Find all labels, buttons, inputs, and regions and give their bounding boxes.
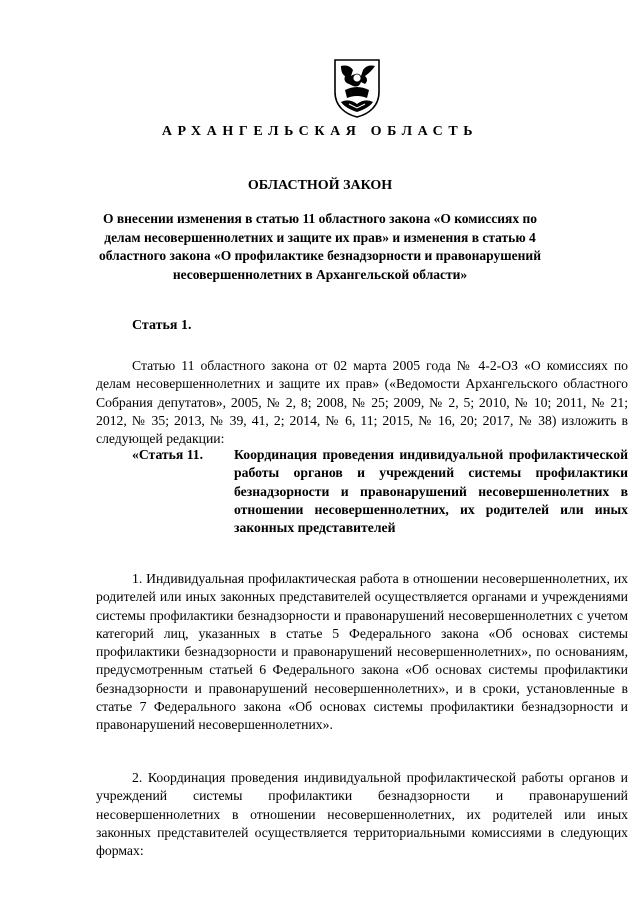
coat-of-arms-icon	[331, 58, 383, 118]
document-type: ОБЛАСТНОЙ ЗАКОН	[247, 178, 393, 193]
region-name: АРХАНГЕЛЬСКАЯ ОБЛАСТЬ	[161, 124, 479, 139]
article-1-intro-paragraph: Статью 11 областного закона от 02 марта 2005 года № 4-2-ОЗ «О комиссиях по делам несовершеннолетних и защите их прав» («Ведомости Архангельского областного Собрания депутатов», 2005, № 2, 8; 2008, № 25; 2009, № 2, 5; 2010, № 10; 2011, № 21; 2012, № 35; 2013, № 39, 41, 2; 2014, № 6, 11; 2015, № 16, 20; 2017, № 38) изложить в следующей редакции:	[96, 358, 628, 447]
article-1-heading: Статья 1.	[132, 318, 192, 333]
paragraph-item-2: 2. Координация проведения индивидуальной профилактической работы органов и учреждений системы профилактики безнадзорности и правонарушений несовершеннолетних в отношении несовершеннолетних, их родителей или иных законных представителей осуществляется территориальными комиссиями в следующих формах:	[96, 770, 628, 859]
quoted-article-title: Координация проведения индивидуальной профилактической работы органов и учреждений системы профилактики безнадзорности и правонарушений несовершеннолетних в отношении несовершеннолетних, их родителей или иных законных представителей	[234, 447, 628, 536]
paragraph-item-1: 1. Индивидуальная профилактическая работа в отношении несовершеннолетних, их родителей или иных законных представителей осуществляется органами и учреждениями системы профилактики безнадзорности и правонарушений несовершеннолетних с учетом категорий лиц, указанных в статье 5 Федерального закона «Об основах системы профилактики безнадзорности и правонарушений несовершеннолетних», по основаниям, предусмотренным статьей 6 Федерального закона «Об основах системы профилактики безнадзорности и правонарушений несовершеннолетних», и в сроки, установленные в статье 7 Федерального закона «Об основах системы профилактики безнадзорности и правонарушений несовершеннолетних».	[96, 571, 628, 733]
law-title: О внесении изменения в статью 11 областного закона «О комиссиях по делам несовершеннолетних и защите их прав» и изменения в статью 4 областного закона «О профилактике безнадзорности и правонарушений несовершеннолетних в Архангельской области»	[99, 211, 541, 282]
quoted-article-label: «Статья 11.	[132, 447, 204, 462]
